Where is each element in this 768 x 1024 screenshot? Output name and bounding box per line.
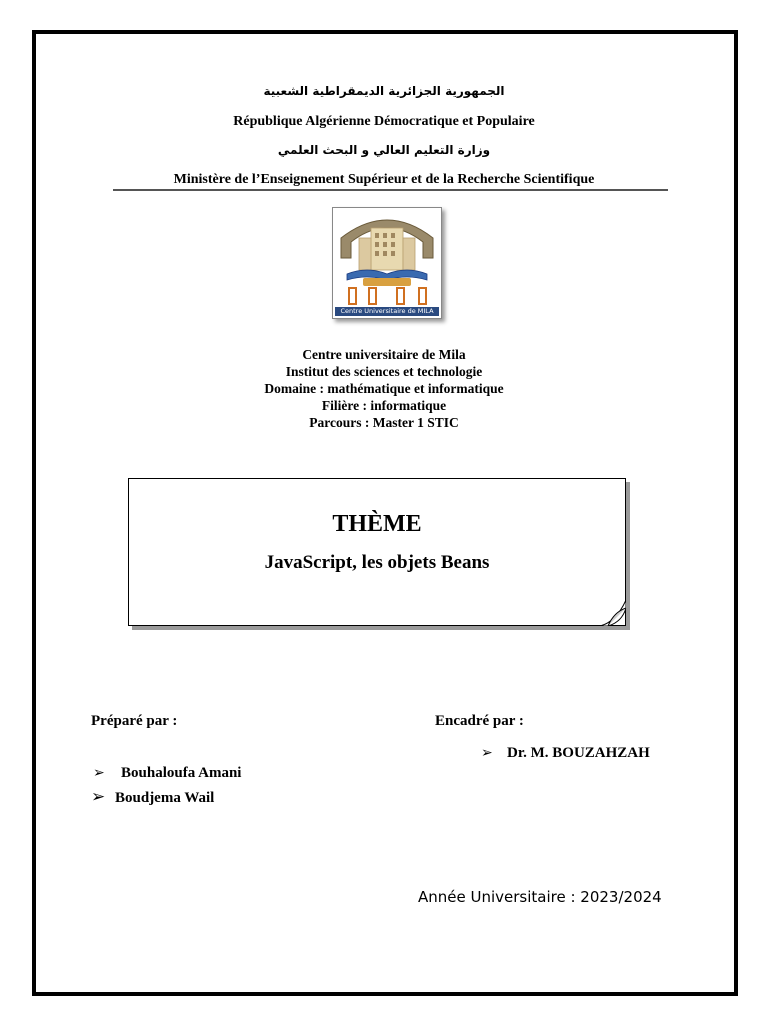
- institution-center: Centre universitaire de Mila: [302, 347, 466, 362]
- theme-subtitle: JavaScript, les objets Beans: [264, 552, 490, 573]
- institution-block: [0, 346, 768, 431]
- arrow-bullet-icon: ➢: [481, 745, 493, 761]
- theme-title: THÈME: [332, 511, 422, 537]
- page-curl-icon: [600, 600, 626, 626]
- logo-caption: Centre Universitaire de MILA: [340, 307, 434, 315]
- arrow-bullet-icon: ➢: [93, 765, 105, 781]
- supervisor-item: [481, 745, 650, 762]
- prepared-by-label: Préparé par :: [91, 713, 178, 729]
- supervisor-name: Dr. M. BOUZAHZAH: [507, 745, 650, 761]
- supervised-by-label: Encadré par :: [435, 713, 524, 729]
- french-ministry-title: Ministère de l’Enseignement Supérieur et de la Recherche Scientifique: [173, 172, 595, 187]
- student-name: Bouhaloufa Amani: [121, 765, 242, 781]
- institution-field: Filière : informatique: [321, 398, 447, 413]
- arabic-republic-title: الجمهورية الجزائرية الديمقراطية الشعبية: [263, 84, 505, 98]
- student-name: Boudjema Wail: [115, 790, 215, 806]
- student-item: [93, 765, 241, 782]
- institution-track: Parcours : Master 1 STIC: [309, 415, 459, 430]
- french-republic-title: République Algérienne Démocratique et Populaire: [233, 114, 535, 129]
- student-item: [91, 787, 214, 807]
- arabic-ministry-title: وزارة التعليم العالي و البحث العلمي: [277, 143, 491, 157]
- institution-domain: Domaine : mathématique et informatique: [264, 381, 504, 396]
- academic-year: Année Universitaire : 2023/2024: [418, 888, 662, 906]
- arrow-bullet-icon: ➢: [91, 787, 106, 807]
- institution-institute: Institut des sciences et technologie: [285, 364, 483, 379]
- university-logo-icon: [332, 207, 442, 319]
- theme-box: [128, 478, 626, 626]
- header-divider: [113, 189, 668, 191]
